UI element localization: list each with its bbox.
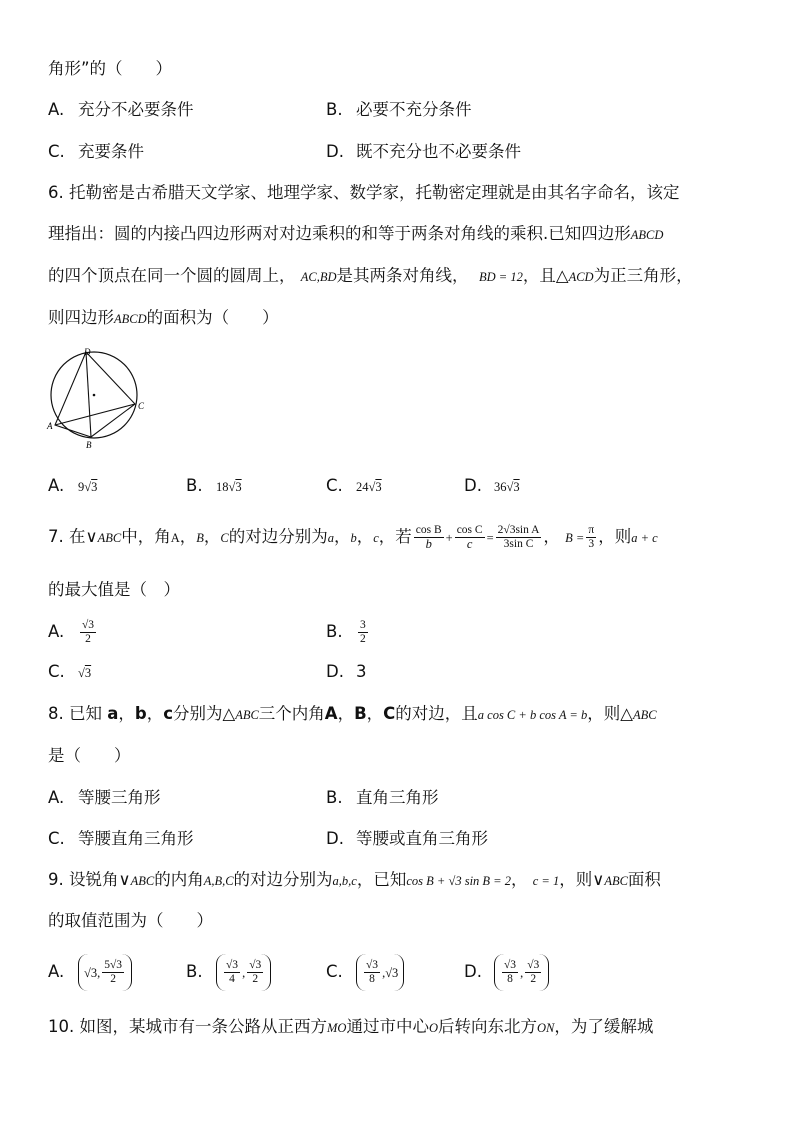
fraction-cosb-b: $\frac{\text{cos B}}{b}$	[415, 524, 442, 551]
q10-line-1: 10. 如图，某城市有一条公路从正西方MO通过市中心O后转向东北方ON，为了缓解城	[48, 1017, 654, 1036]
q5-option-c[interactable]: C. 充要条件	[48, 142, 144, 161]
q5-option-d[interactable]: D. 既不充分也不必要条件	[326, 142, 521, 161]
q5-tail: 角形”的（ ）	[48, 59, 173, 78]
q9-option-b[interactable]: B. $\frac{√3}{4}$ , $\frac{√3}{2}$	[186, 954, 271, 991]
q8-option-c[interactable]: C. 等腰直角三角形	[48, 829, 194, 848]
q8-option-b[interactable]: B. 直角三角形	[326, 788, 439, 807]
q9-line-2: 的取值范围为（ ）	[48, 911, 213, 930]
q6-line-4: 则四边形ABCD的面积为（ ）	[48, 308, 279, 327]
q8-line-2: 是（ ）	[48, 746, 131, 765]
label-c: C	[138, 401, 145, 411]
q7-line-1: 7. 在∨ABC中，角A，B，C的对边分别为a，b，c，若 $\frac{\text{cos B}}{b}$ + $\frac{\text{cos C}}{c}$ = $\frac{\text{2√3sin A}}{\text{3sin C}}$ ， B = $\frac{\pi}{3}$ ，则a + c	[48, 524, 658, 551]
diagonal-ac	[55, 404, 135, 425]
q5-option-b[interactable]: B. 必要不充分条件	[326, 100, 472, 119]
q8-option-a[interactable]: A. 等腰三角形	[48, 788, 161, 807]
q7-option-b[interactable]: B. $\frac{3}{2}$	[326, 619, 366, 645]
label-a: A	[47, 421, 53, 431]
q5-option-a[interactable]: A. 充分不必要条件	[48, 100, 194, 119]
q9-option-a[interactable]: A. √3, $\frac{5√3}{2}$	[48, 954, 132, 991]
center-point	[93, 394, 96, 397]
q8-option-d[interactable]: D. 等腰或直角三角形	[326, 829, 488, 848]
q6-option-d[interactable]: D. 36√3	[464, 476, 520, 495]
q6-option-c[interactable]: C. 24√3	[326, 476, 382, 495]
q6-option-b[interactable]: B. 18√3	[186, 476, 242, 495]
q7-option-d[interactable]: D. 3	[326, 662, 367, 681]
q8-line-1: 8. 已知 a，b，c分别为△ABC三个内角A，B，C的对边，且a cos C + b cos A = b，则△ABC	[48, 704, 657, 723]
label-d: D	[84, 347, 91, 357]
q6-line-3: 的四个顶点在同一个圆的圆周上， AC,BD是其两条对角线， BD = 12，且△ACD为正三角形，	[48, 266, 693, 285]
label-b: B	[86, 440, 92, 450]
q6-option-a[interactable]: A. 9√3	[48, 476, 98, 495]
fraction-sin-ratio: $\frac{\text{2√3sin A}}{\text{3sin C}}$	[497, 524, 540, 550]
fraction-cosc-c: $\frac{\text{cos C}}{c}$	[456, 524, 483, 551]
q9-option-d[interactable]: D. $\frac{√3}{8}$ , $\frac{√3}{2}$	[464, 954, 549, 991]
cyclic-quadrilateral-figure	[44, 345, 154, 455]
fraction-pi-3: $\frac{\pi}{3}$	[588, 524, 595, 550]
q9-option-c[interactable]: C. $\frac{√3}{8}$ ,√3	[326, 954, 404, 991]
diagonal-bd	[86, 352, 91, 437]
q6-line-1: 6. 托勒密是古希腊天文学家、地理学家、数学家，托勒密定理就是由其名字命名，该定	[48, 183, 680, 202]
q6-line-2: 理指出：圆的内接凸四边形两对对边乘积的和等于两条对角线的乘积.已知四边形ABCD	[48, 224, 664, 243]
q7-option-a[interactable]: A. $\frac{√3}{2}$	[48, 619, 95, 645]
q7-option-c[interactable]: C. √3	[48, 662, 92, 681]
q9-line-1: 9. 设锐角∨ABC的内角A,B,C的对边分别为a,b,c，已知cos B + √3 sin B = 2， c = 1，则∨ABC面积	[48, 870, 661, 889]
q7-line-2: 的最大值是（ ）	[48, 580, 180, 599]
